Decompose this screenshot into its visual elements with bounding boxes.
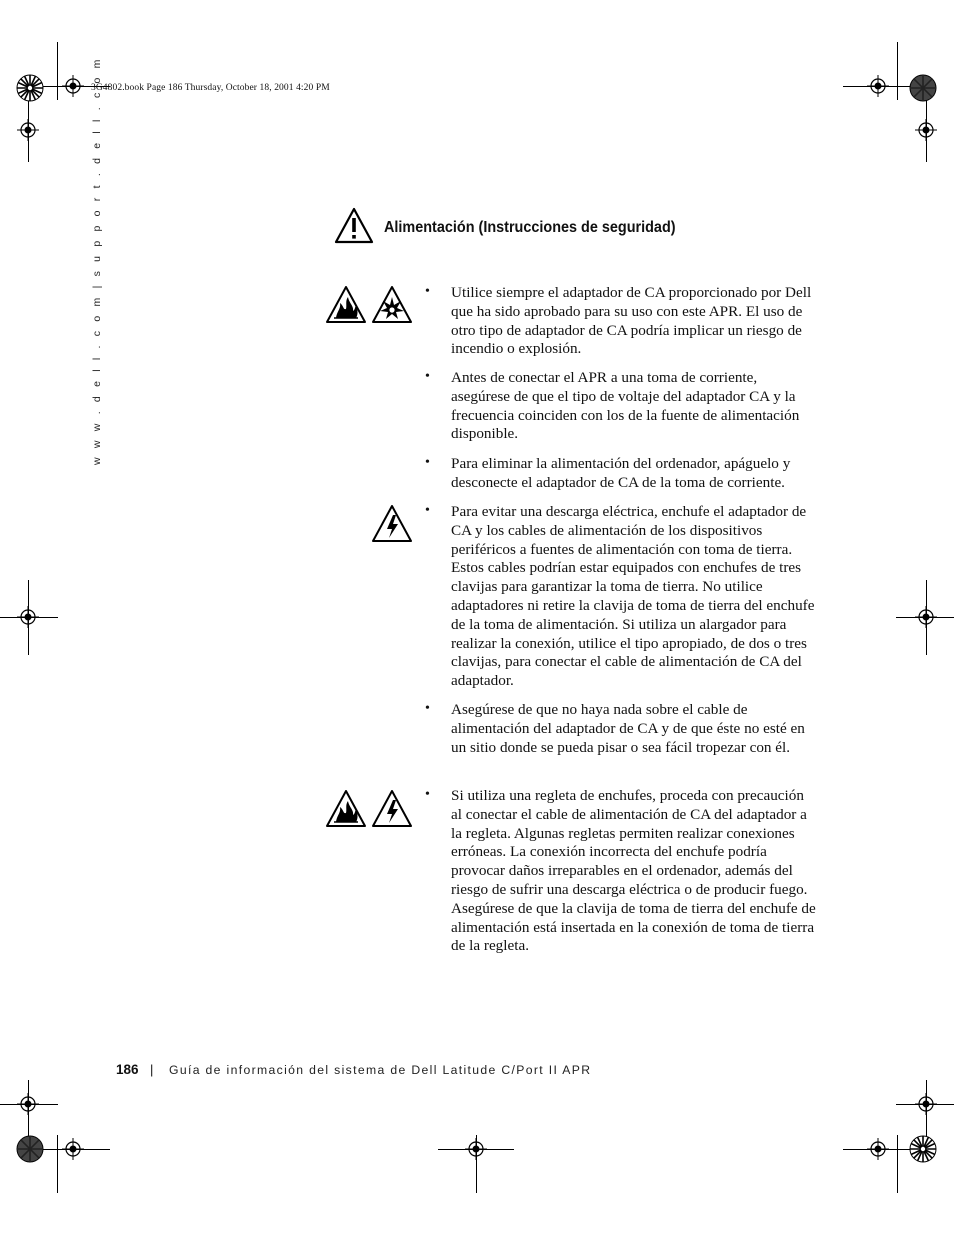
- list-item: [425, 455, 817, 493]
- list-item-text: Antes de conectar el APR a una toma de corriente, asegúrese de que el tipo de voltaje del adaptador CA y la frecuencia coinciden con los de la fuente de alimentación disponible.: [451, 369, 800, 443]
- starburst-target-icon: [909, 1135, 937, 1163]
- side-url: w w w . d e l l . c o m | s u p p o r t . d e l l . c o m: [91, 56, 103, 465]
- list-item-text: Asegúrese de que no haya nada sobre el cable de alimentación del adaptador de CA y de que éste no esté en un sitio donde se pueda pisar o sea fácil tropezar con él.: [451, 701, 805, 756]
- registration-target-icon: [62, 1138, 84, 1160]
- registration-target-icon: [62, 75, 84, 97]
- bullet: •: [425, 455, 430, 470]
- list-item: [425, 701, 817, 757]
- footer-separator: |: [150, 1062, 154, 1077]
- print-job-stamp: 3G4802.book Page 186 Thursday, October 18, 2001 4:20 PM: [91, 83, 330, 93]
- starburst-target-icon: [16, 1135, 44, 1163]
- registration-target-icon: [465, 1138, 487, 1160]
- list-item-text: Utilice siempre el adaptador de CA proporcionado por Dell que ha sido aprobado para su uso con este APR. El uso de otro tipo de adaptador de CA podría implicar un riesgo de incendio o explosión.: [451, 284, 812, 358]
- registration-target-icon: [915, 1093, 937, 1115]
- bullet: •: [425, 787, 430, 802]
- electric-shock-icon: [371, 504, 413, 543]
- list-item: [425, 503, 817, 691]
- fire-hazard-icon: [325, 789, 367, 828]
- registration-target-icon: [915, 606, 937, 628]
- list-item: [425, 284, 817, 359]
- starburst-target-icon: [909, 74, 937, 102]
- registration-target-icon: [17, 1093, 39, 1115]
- list-item-text: Para eliminar la alimentación del ordenador, apáguelo y desconecte el adaptador de CA de la toma de corriente.: [451, 455, 791, 491]
- registration-target-icon: [867, 1138, 889, 1160]
- starburst-target-icon: [16, 74, 44, 102]
- list-item-text: Si utiliza una regleta de enchufes, proceda con precaución al conectar el cable de alimentación de CA del adaptador a la regleta. Algunas regletas permiten realizar conexiones erróneas. La conexión incorrecta del enchufe podría provocar daños irreparables en el ordenador, además del riesgo de sufrir una descarga eléctrica o de producir fuego. Asegúrese de que la clavija de toma de tierra del enchufe de alimentación está insertada en la conexión de toma de tierra de la regleta.: [451, 787, 816, 955]
- registration-target-icon: [17, 606, 39, 628]
- section-title: Alimentación (Instrucciones de seguridad): [384, 219, 676, 236]
- bullet: •: [425, 284, 430, 299]
- registration-target-icon: [17, 119, 39, 141]
- page-number: 186: [116, 1062, 139, 1077]
- list-item: [425, 369, 817, 444]
- footer-title: Guía de información del sistema de Dell Latitude C/Port II APR: [169, 1063, 592, 1077]
- bullet: •: [425, 503, 430, 518]
- caution-icon: [334, 207, 374, 244]
- registration-target-icon: [867, 75, 889, 97]
- explosion-hazard-icon: [371, 285, 413, 324]
- electric-shock-icon: [371, 789, 413, 828]
- bullet: •: [425, 369, 430, 384]
- registration-target-icon: [915, 119, 937, 141]
- bullet: •: [425, 701, 430, 716]
- fire-hazard-icon: [325, 285, 367, 324]
- list-item: [425, 787, 817, 956]
- list-item-text: Para evitar una descarga eléctrica, enchufe el adaptador de CA y los cables de alimentación de los dispositivos periféricos a fuentes de alimentación con toma de tierra. Estos cables podrían estar equipados con enchufes de tres clavijas para garantizar la toma de tierra. No utilice adaptadores ni retire la clavija de toma de tierra del enchufe de la toma de alimentación. Si utiliza un alargador para realizar la conexión, utilice el tipo apropiado, de dos o tres clavijas, para conectar el cable de alimentación de CA del adaptador.: [451, 503, 815, 690]
